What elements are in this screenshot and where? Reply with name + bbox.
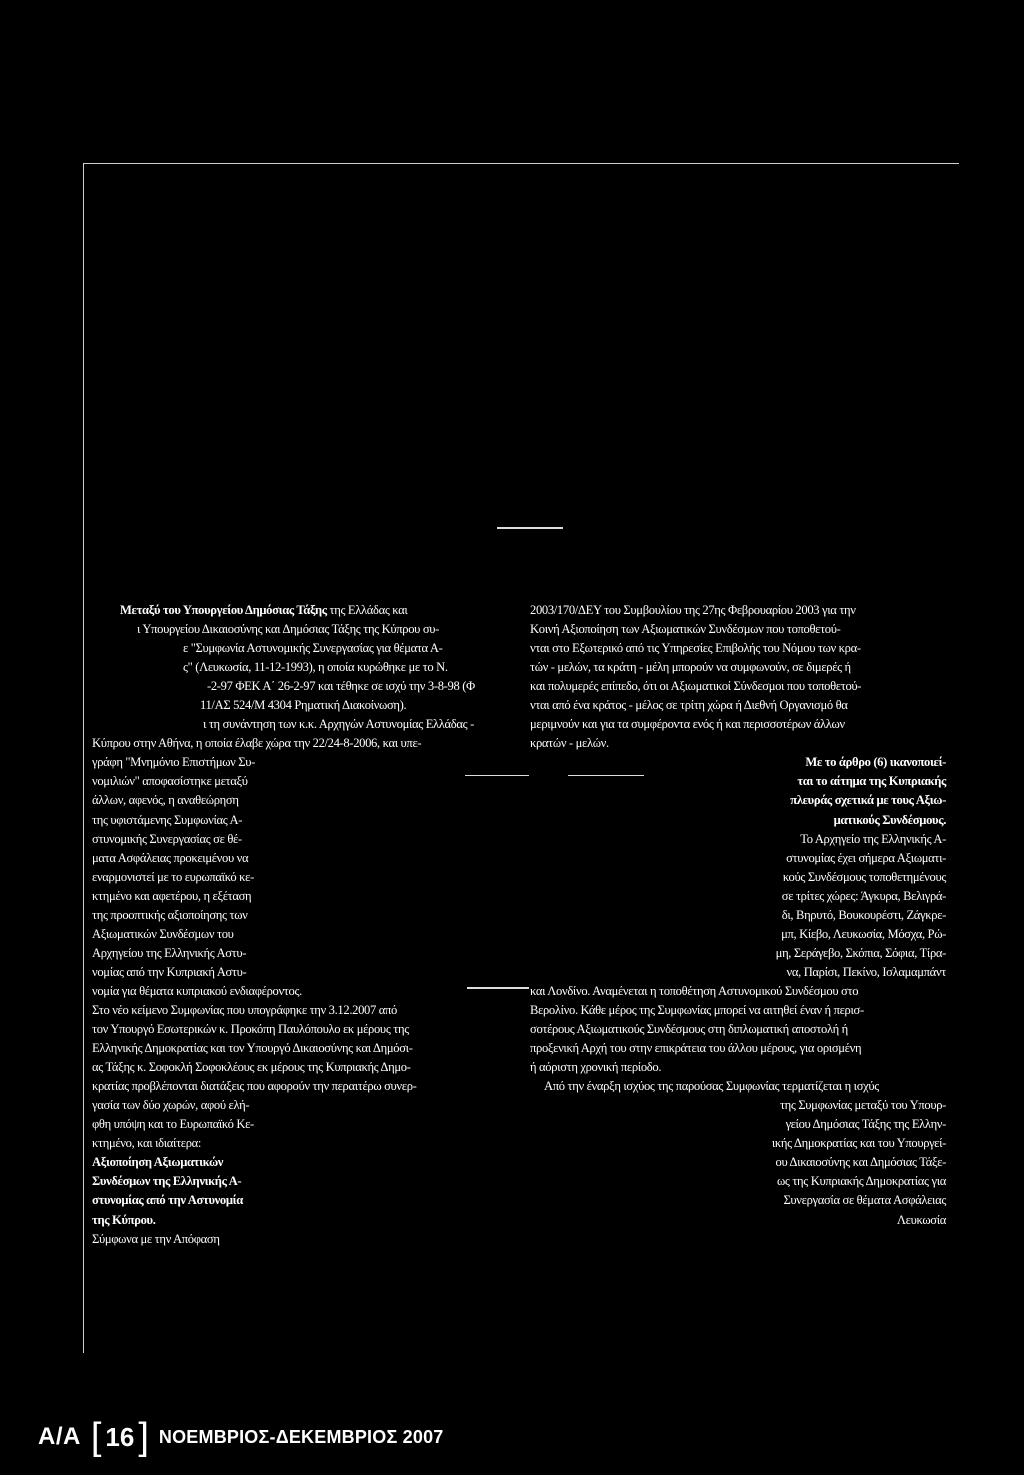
left_column-line [92,1134,522,1153]
bold-run: στυνομίας από την Αστυνομία [92,1193,243,1208]
right_column-line [530,1134,946,1153]
bracket-close: ] [138,1416,149,1458]
right_column-line [530,1153,946,1172]
text-run: ου Δικαιοσύνης και Δημόσιας Τάξε- [775,1155,946,1170]
text-run: σε τρίτες χώρες: Άγκυρα, Βελιγρά- [781,888,946,903]
text-run: Το Αρχηγείο της Ελληνικής Α- [800,831,946,846]
text-run: μπ, Κίεβο, Λευκωσία, Μόσχα, Ρώ- [781,926,946,941]
left_column-line [92,772,292,791]
text-run: Κοινή Αξιοποίηση των Αξιωματικών Συνδέσμων που τοποθετού- [530,622,841,637]
right_column-line [530,1077,946,1096]
text-run: ε "Συμφωνία Αστυνομικής Συνεργασίας για θέματα Α- [183,641,443,656]
text-run: της προοπτικής αξιοποίησης των [92,907,248,922]
text-run: νομιλιών" αποφασίστηκε μεταξύ [92,774,248,789]
text-run: τών - μελών, τα κράτη - μέλη μπορούν να συμφωνούν, σε διμερές ή [530,660,851,675]
text-run: σοτέρους Αξιωματικούς Συνδέσμους στη διπλωματική αποστολή ή [530,1022,848,1037]
bold-run: πλευράς σχετικά με τους Αξιω- [790,793,946,808]
left_column-line [92,677,522,696]
left_column-line [92,1096,522,1115]
text-run: εναρμονιστεί με το ευρωπαϊκό κε- [92,869,254,884]
right_column-line [530,696,946,715]
text-run: Ελληνικής Δημοκρατίας και τον Υπουργό Δικαιοσύνης και Δημόσι- [92,1041,413,1056]
text-run: Κύπρου στην Αθήνα, η οποία έλαβε χώρα την 22/24-8-2006, και υπε- [92,736,422,751]
bold-run: Αξιοποίηση Αξιωματικών [92,1155,224,1170]
text-run: στυνομικής Συνεργασίας σε θέ- [92,831,242,846]
text-run: -2-97 ΦΕΚ Α΄ 26-2-97 και τέθηκε σε ισχύ την 3-8-98 (Φ [207,679,475,694]
text-run: ως της Κυπριακής Δημοκρατίας για [776,1174,946,1189]
left_column-line [92,1020,522,1039]
left_column-line [92,658,522,677]
text-run: της Ελλάδας και [326,603,408,617]
text-run: μη, Σεράγεβο, Σκόπια, Σόφια, Τίρα- [775,945,946,960]
right_column-line [530,1058,946,1077]
left_column-line [92,925,292,944]
page-footer [38,1416,444,1458]
bold-run: Μεταξύ του Υπουργείου Δημόσιας Τάξης [120,603,327,617]
text-run: στυνομίας έχει σήμερα Αξιωματι- [786,850,946,865]
left_column-line [92,1001,522,1020]
left_column-line [92,868,292,887]
bold-run: ματικούς Συνδέσμους. [833,812,946,827]
text-run: κούς Συνδέσμους τοποθετημένους [782,869,946,884]
right_column-line [530,1001,946,1020]
text-run: δι, Βηρυτό, Βουκουρέστι, Ζάγκρε- [781,907,946,922]
right_column-line [530,1115,946,1134]
text-run: νομία για θέματα κυπριακού ενδιαφέροντος. [92,983,302,998]
left_column-line [92,1058,522,1077]
left_column-line [92,1211,522,1230]
right_column-line [530,677,946,696]
left_column-line [92,1153,522,1172]
left_column-line [92,1115,522,1134]
right_column-line [530,1211,946,1230]
text-run: Σύμφωνα με την Απόφαση [92,1231,220,1246]
page-number: 16 [105,1421,135,1452]
text-run: ι Υπουργείου Δικαιοσύνης και Δημόσιας Τάξης της Κύπρου συ- [137,622,440,637]
left_column-line [92,811,292,830]
right_column-line [530,753,946,772]
issue-date: ΝΟΕΜΒΡΙΟΣ-ΔΕΚΕΜΒΡΙΟΣ 2007 [158,1426,444,1447]
text-run: ας Τάξης κ. Σοφοκλή Σοφοκλέους εκ μέρους της Κυπριακής Δημο- [92,1060,411,1075]
right_column-line [530,639,946,658]
text-run: νται από ένα κράτος - μέλος σε τρίτη χώρα ή Διεθνή Οργανισμό θα [530,698,848,713]
right_column-line [530,1039,946,1058]
left_column-line [92,849,292,868]
right_column-line [530,811,946,830]
right_column-line [530,791,946,810]
text-run: ματα Ασφάλειας προκειμένου να [92,850,249,865]
top-center-rule [497,527,563,529]
text-run: γασία των δύο χωρών, αφού ελή- [92,1098,250,1113]
text-run: νται στο Εξωτερικό από τις Υπηρεσίες Επιβολής του Νόμου των κρα- [530,641,861,656]
bold-run: Με το άρθρο (6) ικανοποιεί- [805,755,946,770]
text-run: Συνεργασία σε θέματα Ασφάλειας [783,1193,946,1208]
text-run: μεριμνούν και για τα συμφέροντα ενός ή και περισσοτέρων άλλων [530,717,845,732]
right_column-line [530,944,946,963]
publication-name: Α/Α [38,1423,81,1450]
right_column-line [530,963,946,982]
left_column-line [92,1077,522,1096]
left_column-line [92,791,292,810]
text-run: Βερολίνο. Κάθε μέρος της Συμφωνίας μπορεί να αιτηθεί έναν ή περισ- [530,1002,864,1017]
left_column-line [92,1191,522,1210]
left_column-line [92,1230,522,1249]
left_column-line [92,963,292,982]
text-run: γράφη "Μνημόνιο Επιστήμων Συ- [92,755,256,770]
right_column-line [530,849,946,868]
right_column-line [530,734,946,753]
text-run: γείου Δημόσιας Τάξης της Ελλην- [785,1117,946,1132]
right_column-line [530,772,946,791]
text-run: και πολυμερές επίπεδο, ότι οι Αξιωματικοί Σύνδεσμοι που τοποθετού- [530,679,862,694]
text-run: Αρχηγείου της Ελληνικής Αστυ- [92,945,247,960]
text-run: άλλων, αφενός, η αναθεώρηση [92,793,239,808]
right_column-line [530,1172,946,1191]
right_column-line [530,1096,946,1115]
text-run: της υφιστάμενης Συμφωνίας Α- [92,812,243,827]
text-run: Λευκωσία [896,1212,946,1227]
text-run: Από την έναρξη ισχύος της παρούσας Συμφωνίας τερματίζεται η ισχύς [544,1079,879,1094]
right_column-line [530,830,946,849]
bold-run: Συνδέσμων της Ελληνικής Α- [92,1174,242,1189]
text-run: προξενική Αρχή του στην επικράτεια του άλλου μέρους, για ορισμένη [530,1041,862,1056]
text-run: Στο νέο κείμενο Συμφωνίας που υπογράφηκε την 3.12.2007 από [92,1002,397,1017]
text-run: κτημένο, και ιδιαίτερα: [92,1136,202,1151]
right_column-line [530,620,946,639]
text-run: κρατίας προβλέπονται διατάξεις που αφορούν την περαιτέρω συνερ- [92,1079,417,1094]
right_column-line [530,1191,946,1210]
text-run: νομίας από την Κυπριακή Αστυ- [92,964,247,979]
text-run: κρατών - μελών. [530,736,609,751]
text-run: ι τη συνάντηση των κ.κ. Αρχηγών Αστυνομίας Ελλάδας - [203,717,474,732]
article-right-column [530,601,946,1230]
left_column-line [92,830,292,849]
text-run: και Λονδίνο. Αναμένεται η τοποθέτηση Αστυνομικού Συνδέσμου στο [530,983,859,998]
bold-run: ται το αίτημα της Κυπριακής [797,774,946,789]
left_column-line [92,1039,522,1058]
text-run: τον Υπουργό Εσωτερικών κ. Προκόπη Παυλόπουλο εκ μέρους της [92,1022,409,1037]
left_column-line [92,906,292,925]
bracket-open: [ [90,1416,102,1458]
left_column-line [92,620,522,639]
text-run: κτημένο και αφετέρου, η εξέταση [92,888,252,903]
bold-run: της Κύπρου. [92,1212,156,1227]
left_column-line [92,601,522,620]
text-run: ικής Δημοκρατίας και του Υπουργεί- [771,1136,946,1151]
left_column-line [92,1172,522,1191]
text-run: 11/ΑΣ 524/Μ 4304 Ρηματική Διακοίνωση). [200,698,407,713]
text-run: 2003/170/ΔΕΥ του Συμβουλίου της 27ης Φεβρουαρίου 2003 για την [530,603,856,617]
right_column-line [530,925,946,944]
right_column-line [530,601,946,620]
right_column-line [530,887,946,906]
text-run: ή αόριστη χρονική περίοδο. [530,1060,662,1075]
right_column-line [530,658,946,677]
text-run: ς" (Λευκωσία, 11-12-1993), η οποία κυρώθηκε με το Ν. [183,660,448,675]
left_column-line [92,944,292,963]
article-left-column [92,601,522,1249]
text-run: να, Παρίσι, Πεκίνο, Ισλαμαμπάντ [786,964,946,979]
right_column-line [530,1020,946,1039]
text-run: Αξιωματικών Συνδέσμων του [92,926,234,941]
text-run: της Συμφωνίας μεταξύ του Υπουρ- [779,1098,946,1113]
left_column-line [92,715,522,734]
right_column-line [530,868,946,887]
left_column-line [92,982,302,1001]
left_column-line [92,753,292,772]
text-run: φθη υπόψη και το Ευρωπαϊκό Κε- [92,1117,254,1132]
right_column-line [530,982,946,1001]
right_column-line [530,906,946,925]
right_column-line [530,715,946,734]
left_column-line [92,639,522,658]
left_column-line [92,734,522,753]
left_column-line [92,696,522,715]
left_column-line [92,887,292,906]
